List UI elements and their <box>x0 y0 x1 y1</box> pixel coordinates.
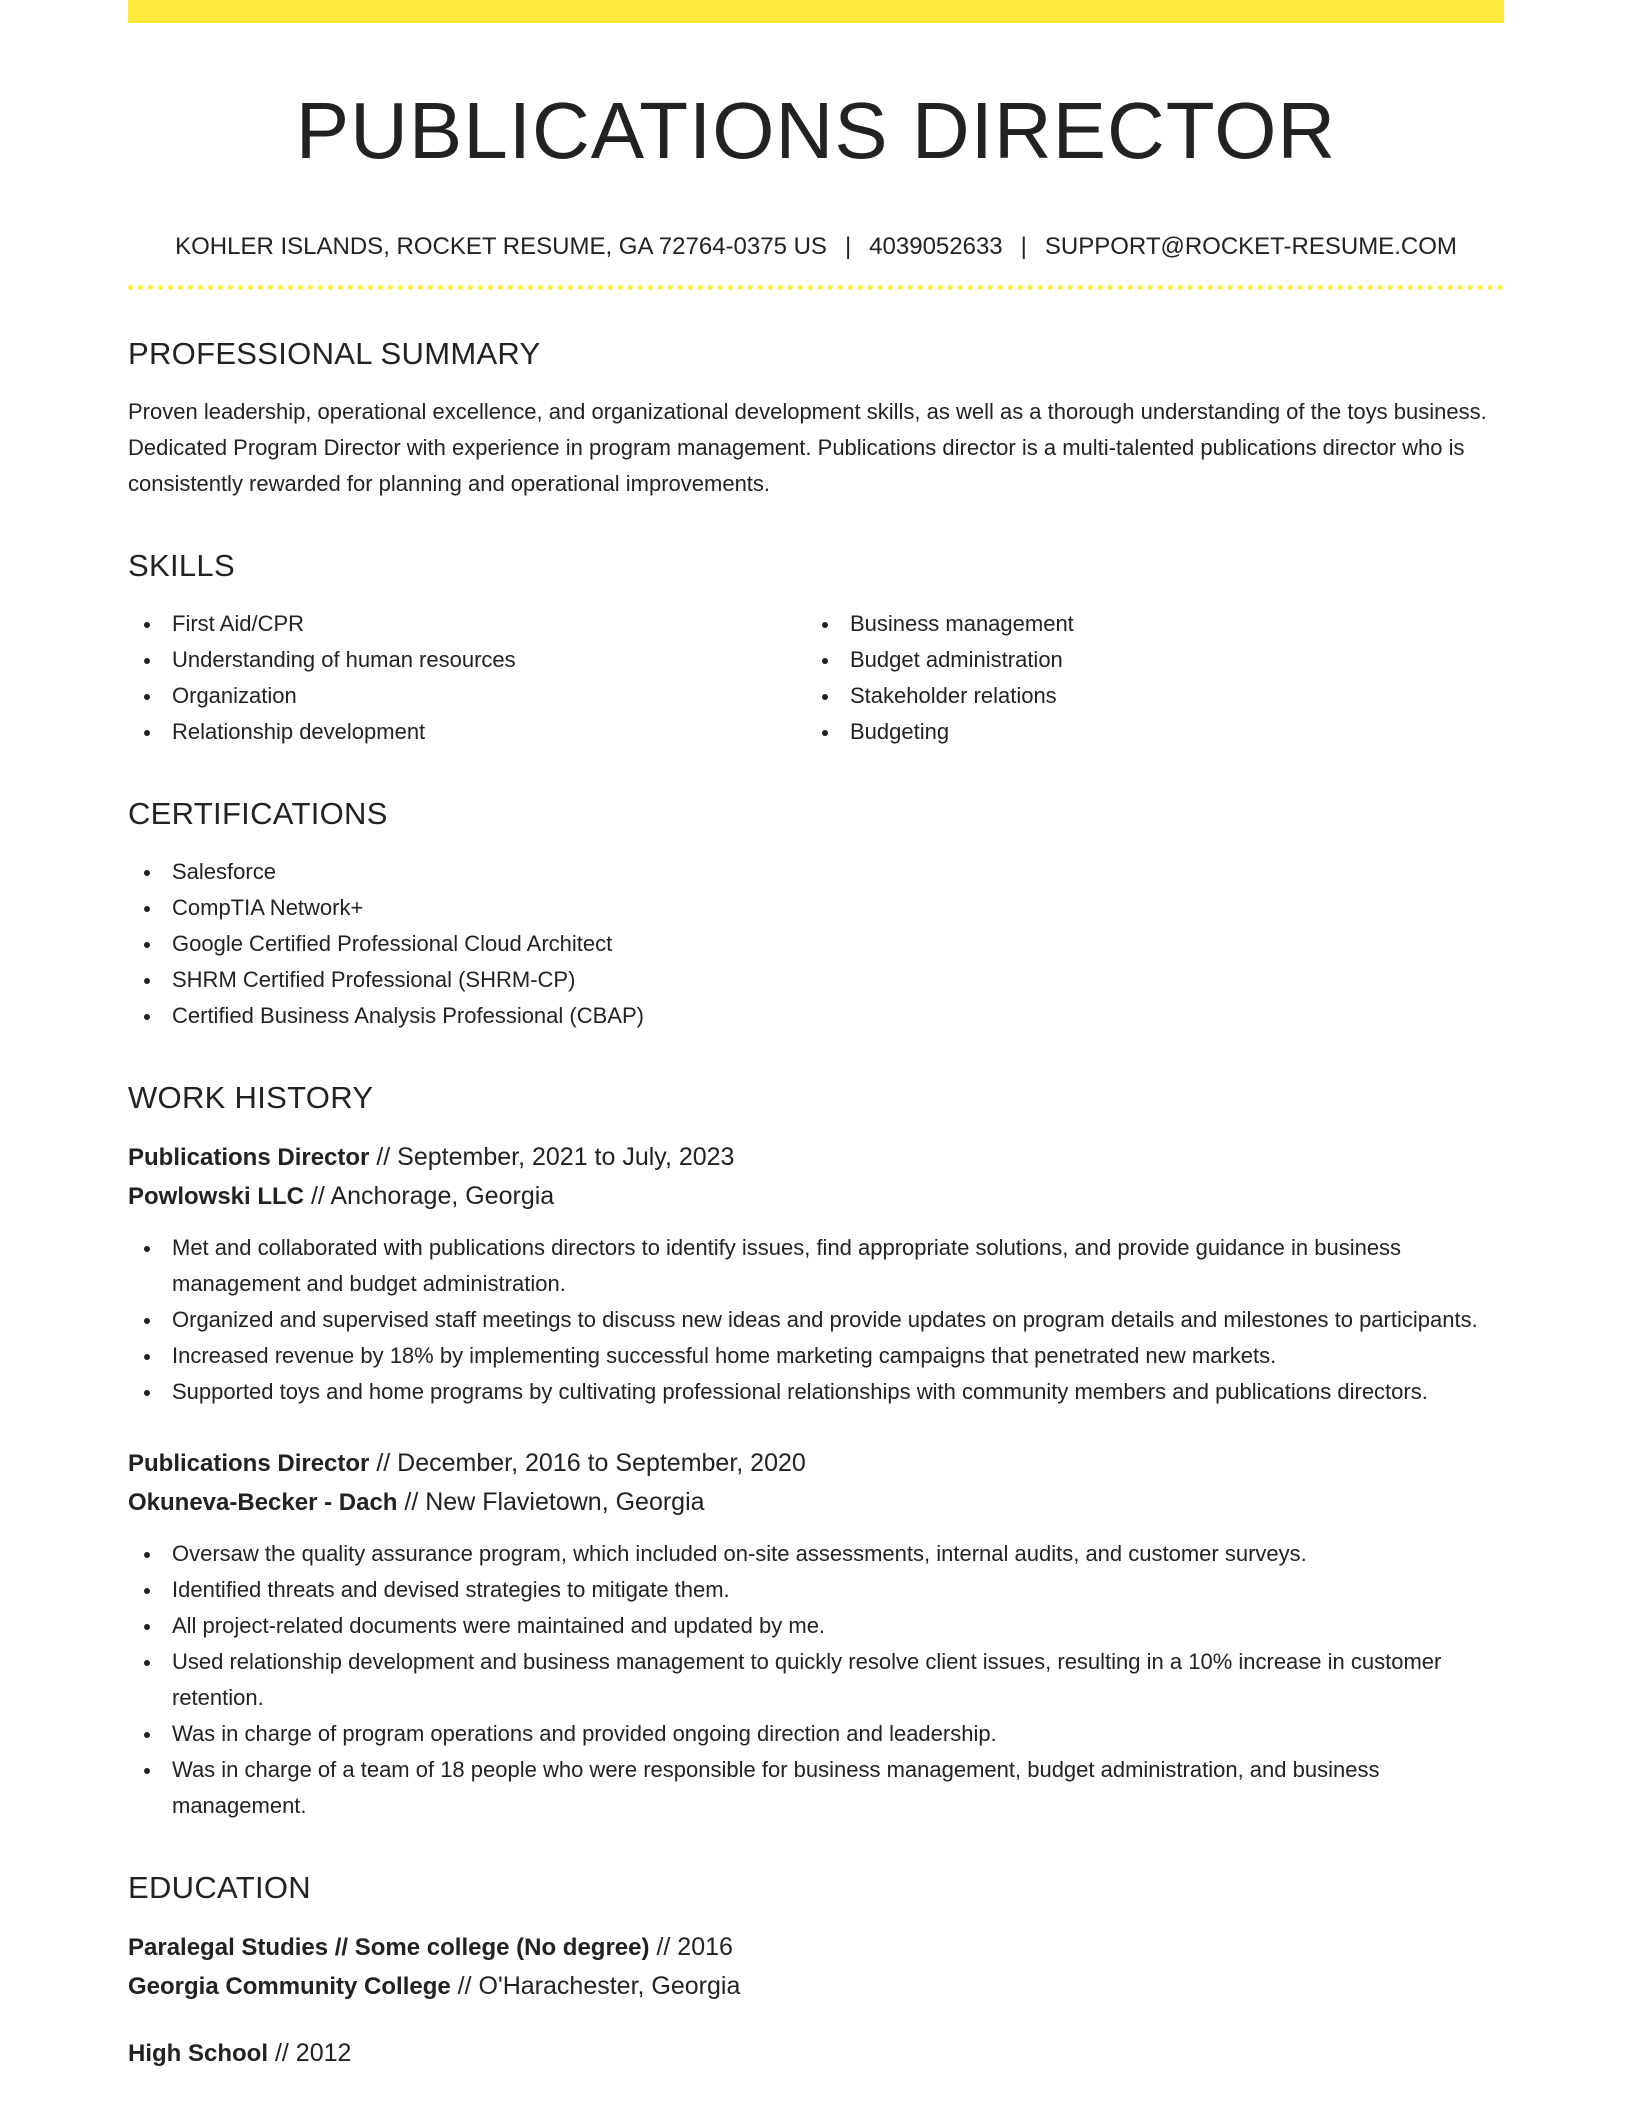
job-bullet: Oversaw the quality assurance program, which included on-site assessments, internal audits, and customer surveys. <box>128 1536 1504 1572</box>
summary-heading: PROFESSIONAL SUMMARY <box>128 336 541 371</box>
skills-list <box>128 606 1504 750</box>
skills-heading: SKILLS <box>128 548 235 583</box>
job-bullet: Was in charge of program operations and provided ongoing direction and leadership. <box>128 1716 1504 1752</box>
top-accent-bar <box>128 0 1504 23</box>
job-company-line <box>128 1483 1504 1522</box>
resume-page <box>128 0 1504 2073</box>
job-bullet: All project-related documents were maintained and updated by me. <box>128 1608 1504 1644</box>
skill-item: Organization <box>128 678 806 714</box>
certification-item: SHRM Certified Professional (SHRM-CP) <box>128 962 1504 998</box>
job-company-line <box>128 1177 1504 1216</box>
job-role: Publications Director <box>128 1450 370 1477</box>
education-degree-line <box>128 2034 1504 2073</box>
education-location: // O'Harachester, Georgia <box>457 1972 741 2000</box>
job-dates: // December, 2016 to September, 2020 <box>376 1449 806 1477</box>
job-bullets <box>128 1230 1504 1410</box>
job-bullets <box>128 1536 1504 1824</box>
job-entry <box>128 1138 1504 1410</box>
contact-phone: 4039052633 <box>869 233 1003 260</box>
skill-item: First Aid/CPR <box>128 606 806 642</box>
contact-line <box>128 231 1504 263</box>
job-location: // Anchorage, Georgia <box>310 1182 555 1210</box>
job-bullet: Supported toys and home programs by cultivating professional relationships with community members and publications directors. <box>128 1374 1504 1410</box>
education-degree-line <box>128 1928 1504 1967</box>
education-degree: Paralegal Studies // Some college (No degree) <box>128 1934 650 1961</box>
education-heading: EDUCATION <box>128 1870 311 1905</box>
certification-item: CompTIA Network+ <box>128 890 1504 926</box>
education-school: Georgia Community College <box>128 1973 451 2000</box>
job-location: // New Flavietown, Georgia <box>404 1488 705 1516</box>
job-title-line <box>128 1138 1504 1177</box>
education-year: // 2016 <box>656 1933 733 1961</box>
job-dates: // September, 2021 to July, 2023 <box>376 1143 735 1171</box>
education-year: // 2012 <box>274 2039 352 2067</box>
contact-separator: | <box>844 233 852 260</box>
skills-column-left <box>128 606 806 750</box>
job-bullet: Met and collaborated with publications directors to identify issues, find appropriate solutions, and provide guidance in business management and budget administration. <box>128 1230 1504 1302</box>
contact-email: SUPPORT@ROCKET-RESUME.COM <box>1044 233 1457 260</box>
education-degree: High School <box>128 2040 268 2067</box>
skill-item: Budgeting <box>806 714 1484 750</box>
job-role: Publications Director <box>128 1144 370 1171</box>
summary-text: Proven leadership, operational excellence, and organizational development skills, as well as a thorough understanding of the toys business. Dedicated Program Director with experience in program management. Publications director is a multi-talented publications director who is consistently rewarded for planning and operational improvements. <box>128 399 1487 496</box>
job-company: Powlowski LLC <box>128 1183 305 1210</box>
contact-separator: | <box>1020 233 1027 260</box>
skill-item: Stakeholder relations <box>806 678 1484 714</box>
job-bullet: Used relationship development and business management to quickly resolve client issues, resulting in a 10% increase in customer retention. <box>128 1644 1504 1716</box>
education-entry <box>128 2034 1504 2073</box>
dotted-divider <box>128 285 1504 290</box>
skills-column-right <box>806 606 1484 750</box>
skill-item: Understanding of human resources <box>128 642 806 678</box>
certifications-list <box>128 854 1504 1034</box>
skill-item: Budget administration <box>806 642 1484 678</box>
contact-address: KOHLER ISLANDS, ROCKET RESUME, GA 72764-0375 US <box>175 233 827 260</box>
certifications-heading: CERTIFICATIONS <box>128 796 388 831</box>
job-title-line <box>128 1444 1504 1483</box>
job-entry <box>128 1444 1504 1824</box>
resume-name: PUBLICATIONS DIRECTOR <box>295 86 1337 175</box>
education-entry <box>128 1928 1504 2006</box>
job-bullet: Was in charge of a team of 18 people who were responsible for business management, budget administration, and business management. <box>128 1752 1504 1824</box>
job-company: Okuneva-Becker - Dach <box>128 1489 398 1516</box>
job-bullet: Organized and supervised staff meetings to discuss new ideas and provide updates on program details and milestones to participants. <box>128 1302 1504 1338</box>
education-school-line <box>128 1967 1504 2006</box>
job-bullet: Identified threats and devised strategies to mitigate them. <box>128 1572 1504 1608</box>
job-bullet: Increased revenue by 18% by implementing successful home marketing campaigns that penetrated new markets. <box>128 1338 1504 1374</box>
certification-item: Certified Business Analysis Professional (CBAP) <box>128 998 1504 1034</box>
work-history-heading: WORK HISTORY <box>128 1080 374 1115</box>
skill-item: Relationship development <box>128 714 806 750</box>
skill-item: Business management <box>806 606 1484 642</box>
certification-item: Salesforce <box>128 854 1504 890</box>
certification-item: Google Certified Professional Cloud Architect <box>128 926 1504 962</box>
